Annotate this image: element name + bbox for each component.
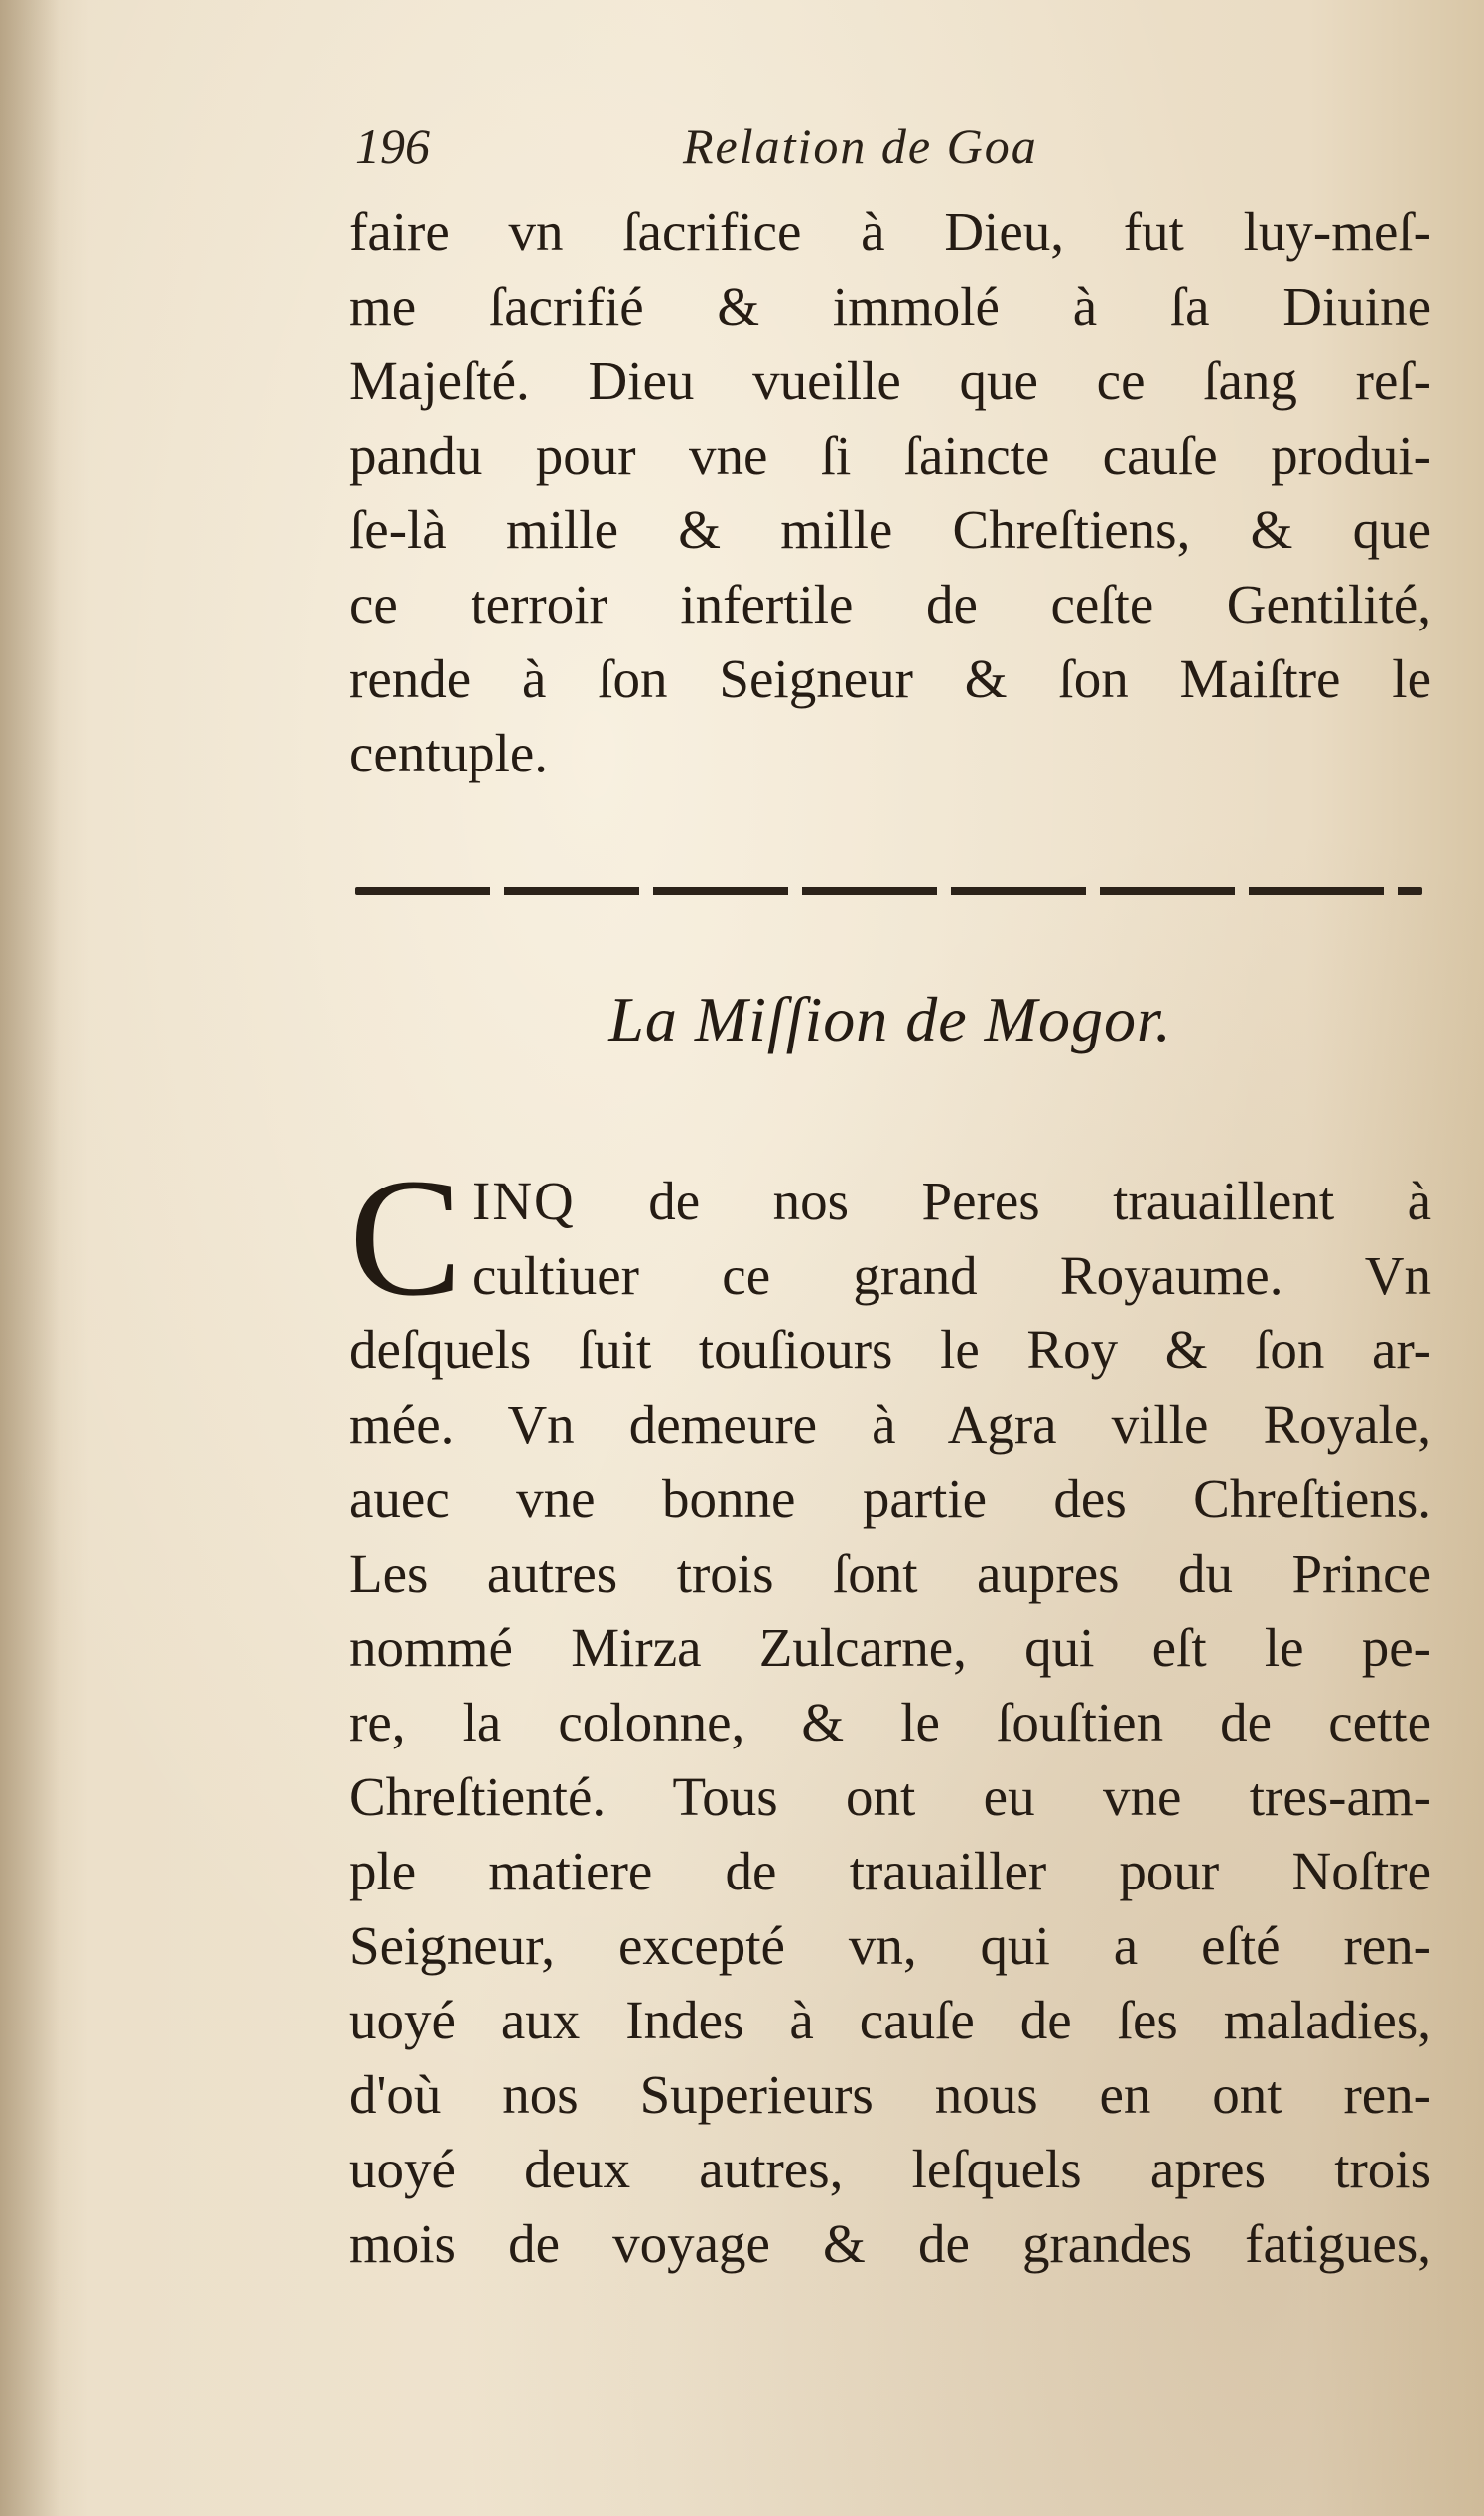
text-line: pandu pour vne ſi ſaincte cauſe produi- (349, 425, 1431, 486)
text-line: rende à ſon Seigneur & ſon Maiſtre le (349, 648, 1431, 709)
text-line: ce terroir infertile de ceſte Gentilité, (349, 574, 1431, 634)
text-line: Seigneur, excepté vn, qui a eſté ren- (349, 1915, 1431, 1976)
text-line: Majeſté. Dieu vueille que ce ſang reſ- (349, 350, 1431, 411)
section-divider-rule (355, 887, 1422, 895)
text-line-second: cultiuer ce grand Royaume. Vn (472, 1245, 1431, 1306)
text-line: ple matiere de trauailler pour Noſtre (349, 1841, 1431, 1901)
opening-word: INQ (472, 1171, 576, 1231)
first-line-text: de nos Peres trauaillent à (648, 1171, 1431, 1231)
text-line: d'où nos Superieurs nous en ont ren- (349, 2064, 1431, 2125)
paragraph-2 (349, 1144, 1431, 2281)
text-line-first (472, 1164, 1431, 1238)
text-line: mée. Vn demeure à Agra ville Royale, (349, 1394, 1431, 1455)
running-title: Relation de Goa (683, 118, 1038, 174)
text-line: centuple. (349, 723, 549, 783)
text-line: deſquels ſuit touſiours le Roy & ſon ar- (349, 1320, 1431, 1380)
text-line: me ſacrifié & immolé à ſa Diuine (349, 276, 1431, 337)
gutter-shadow (0, 0, 60, 2516)
text-line: uoyé deux autres, leſquels apres trois (349, 2139, 1431, 2199)
text-line: mois de voyage & de grandes fatigues, (349, 2213, 1431, 2274)
running-head (355, 117, 1408, 197)
text-line: nommé Mirza Zulcarne, qui eſt le pe- (349, 1617, 1431, 1678)
section-title: La Miſſion de Mogor. (608, 984, 1172, 1054)
text-line: ſe-là mille & mille Chreſtiens, & que (349, 499, 1431, 560)
text-line: auec vne bonne partie des Chreſtiens. (349, 1468, 1431, 1529)
text-line: faire vn ſacrifice à Dieu, fut luy-meſ- (349, 202, 1431, 262)
text-line: Les autres trois ſont aupres du Prince (349, 1543, 1431, 1604)
paragraph-1 (349, 195, 1431, 790)
drop-cap: C (349, 1144, 463, 1330)
page-number: 196 (355, 118, 430, 174)
text-line: re, la colonne, & le ſouſtien de cette (349, 1692, 1431, 1752)
text-line: uoyé aux Indes à cauſe de ſes maladies, (349, 1990, 1431, 2050)
text-line: Chreſtienté. Tous ont eu vne tres-am- (349, 1766, 1431, 1827)
